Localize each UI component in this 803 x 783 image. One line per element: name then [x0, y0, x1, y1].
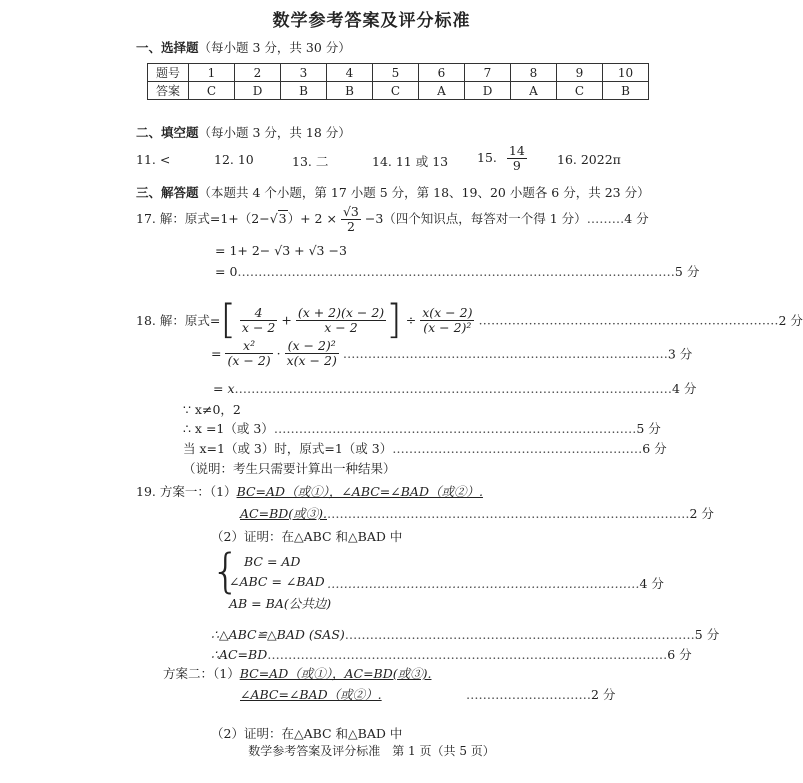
q18-line-2 — [211, 339, 692, 368]
q19-text: ∠ABC = ∠BAD — [229, 574, 325, 589]
table-cell: 10 — [603, 64, 649, 82]
q18-line-1 — [136, 297, 803, 343]
sqrt-radicand: 3 — [278, 211, 287, 226]
q19-underlined: BC=AD（或①），AC=BD(或③). — [239, 666, 432, 681]
q19-conclusion-1 — [211, 625, 719, 643]
fraction-denominator: x(x − 2) — [286, 353, 337, 368]
leader-dots: …………………………………………………………………………………………… — [237, 264, 675, 279]
q18-line-3 — [213, 379, 696, 397]
operator: · — [276, 346, 281, 361]
fraction-denominator: 2 — [346, 219, 355, 234]
score-label: 4 分 — [639, 576, 664, 591]
operator: + — [281, 312, 292, 328]
q19-line-3: （2）证明：在△ABC 和△BAD 中 — [211, 529, 403, 544]
table-row-answers — [148, 82, 649, 100]
fill-answer-11: 11. < — [136, 152, 171, 167]
section-2-heading — [136, 123, 351, 141]
leader-dots: ……………………………………………………………… — [478, 312, 779, 328]
fill-answer-15 — [477, 144, 527, 173]
page-title: 数学参考答案及评分标准 — [272, 11, 471, 31]
section-3-label: 三、解答题 — [136, 185, 199, 200]
q19-text: 19. 方案一：（1） — [136, 484, 237, 499]
q18-text: ∴ x =1（或 3） — [183, 421, 274, 436]
q19-underlined: BC=AD（或①），∠ABC=∠BAD（或②）. — [236, 484, 483, 499]
q19-line-1 — [136, 482, 483, 500]
q18-text: = x — [213, 381, 235, 396]
section-3-note: （本题共 4 个小题，第 17 小题 5 分，第 18、19、20 小题各 6 分，共 23 分） — [198, 185, 650, 200]
table-head-number: 题号 — [148, 64, 189, 82]
left-brace-icon: { — [211, 544, 241, 598]
score-label: 2 分 — [778, 313, 803, 328]
q19-underlined: AC=BD(或③). — [240, 506, 327, 521]
leader-dots: ……… — [586, 211, 625, 226]
right-bracket-icon: ] — [386, 297, 402, 343]
q17-text: −3（四个知识点，每答对一个得 1 分） — [364, 211, 587, 226]
fraction-numerator: x(x − 2) — [422, 304, 473, 320]
fraction-denominator: x − 2 — [241, 319, 276, 335]
table-cell: 9 — [557, 64, 603, 82]
q19-system-score-line — [327, 574, 664, 592]
table-head-answer: 答案 — [148, 82, 189, 100]
score-label: 4 分 — [624, 211, 649, 226]
q19-underlined: ∠ABC=∠BAD（或②）. — [240, 687, 382, 702]
q19-text: ∴△ABC≌△BAD (SAS) — [211, 627, 345, 642]
table-cell: C — [557, 82, 603, 100]
table-cell: C — [373, 82, 419, 100]
leader-dots: …………………………………………………… — [392, 441, 643, 456]
q18-line-5 — [183, 419, 661, 437]
table-cell: A — [511, 82, 557, 100]
q17-text: ）+ 2 × — [287, 211, 337, 226]
fraction-denominator: (x − 2) — [227, 353, 271, 368]
q19-plan2-line-2 — [240, 685, 382, 703]
q18-line-4: ∵ x≠0，2 — [183, 402, 241, 417]
q18-line-6 — [183, 439, 667, 457]
fraction-numerator: √3 — [342, 204, 359, 219]
answer-table — [147, 63, 649, 100]
table-cell: 1 — [189, 64, 235, 82]
section-1-label: 一、选择题 — [136, 40, 199, 55]
q17-text: = 0 — [215, 264, 238, 279]
table-cell: B — [281, 82, 327, 100]
score-label: 4 分 — [672, 381, 697, 396]
table-cell: 6 — [419, 64, 465, 82]
fraction-denominator: (x − 2)² — [423, 319, 472, 335]
table-cell: C — [189, 82, 235, 100]
fraction-numerator: (x + 2)(x − 2) — [297, 304, 385, 320]
q18-fraction-2 — [296, 306, 386, 335]
score-label: 5 分 — [694, 627, 720, 642]
table-cell: 4 — [327, 64, 373, 82]
leader-dots: …………………………………………………………………………………………… — [234, 381, 672, 396]
fraction-numerator: x² — [225, 339, 272, 354]
table-cell: D — [235, 82, 281, 100]
table-cell: 8 — [511, 64, 557, 82]
section-1-note: （每小题 3 分，共 30 分） — [198, 40, 351, 55]
q19-text: ∴AC=BD — [211, 647, 268, 662]
q17-fraction — [341, 205, 361, 234]
score-label: 6 分 — [667, 647, 692, 662]
section-1-heading — [136, 38, 351, 56]
leader-dots: …………………………………………………………………… — [342, 346, 668, 361]
q17-line-3 — [215, 262, 699, 280]
left-bracket-icon: [ — [220, 297, 236, 343]
leader-dots: …………………………………………………………………………… — [273, 421, 637, 436]
score-label: 2 分 — [591, 687, 616, 702]
table-cell: 2 — [235, 64, 281, 82]
score-label: 6 分 — [642, 441, 667, 456]
page-footer: 数学参考答案及评分标准 第 1 页（共 5 页） — [248, 744, 495, 758]
fill-answer-13: 13. 二 — [292, 154, 329, 169]
table-cell: B — [327, 82, 373, 100]
q19-system-3: AB = BA(公共边) — [229, 596, 332, 611]
q19-system-2 — [229, 574, 664, 591]
table-cell: 7 — [465, 64, 511, 82]
table-cell: 3 — [281, 64, 327, 82]
q18-fraction-1 — [240, 306, 277, 335]
table-cell: 5 — [373, 64, 419, 82]
leader-dots: …………………………………………………………………………………… — [267, 647, 668, 662]
score-label: 5 分 — [636, 421, 661, 436]
table-cell: A — [419, 82, 465, 100]
q18-fraction-4 — [225, 339, 272, 368]
section-3-heading — [136, 183, 650, 201]
fill-answer-16: 16. 2022π — [557, 152, 621, 167]
fill-15-fraction — [507, 144, 527, 173]
section-2-note: （每小题 3 分，共 18 分） — [198, 125, 351, 140]
fill-15-number: 15. — [477, 150, 497, 165]
operator: = — [211, 346, 222, 361]
section-2-label: 二、填空题 — [136, 125, 199, 140]
fill-answer-14: 14. 11 或 13 — [372, 154, 449, 169]
q17-line-2: = 1+ 2− √3 + √3 −3 — [215, 243, 347, 258]
q19-plan2-line-3: （2）证明：在△ABC 和△BAD 中 — [211, 726, 403, 741]
q18-fraction-5 — [285, 339, 339, 368]
q19-conclusion-2 — [211, 645, 692, 663]
q19-system-1: BC = AD — [244, 554, 301, 569]
leader-dots: …………………………………………………………………………… — [327, 506, 690, 521]
fraction-numerator: (x − 2)² — [285, 339, 339, 354]
q17-text: 17. 解：原式=1+（2− — [136, 211, 270, 226]
q18-line-7: （说明：考生只需要计算出一种结果） — [183, 461, 396, 476]
q19-plan2-line-1 — [163, 664, 431, 682]
operator: ÷ — [405, 312, 417, 328]
q19-plan2-score-line — [466, 685, 615, 703]
table-cell: B — [603, 82, 649, 100]
fill-answer-12: 12. 10 — [214, 152, 254, 167]
table-cell: D — [465, 82, 511, 100]
leader-dots: ………………………………………………………………… — [327, 576, 640, 591]
q19-line-2 — [240, 504, 714, 522]
q19-text: 方案二：（1） — [163, 666, 240, 681]
leader-dots: ………………………… — [466, 687, 591, 702]
score-label: 2 分 — [689, 506, 714, 521]
q18-text: 当 x=1（或 3）时，原式=1（或 3） — [183, 441, 393, 456]
fraction-denominator: x − 2 — [324, 319, 358, 335]
score-label: 5 分 — [674, 264, 700, 279]
q18-text: 18. 解：原式= — [136, 313, 221, 328]
q17-line-1 — [136, 205, 649, 234]
table-row-numbers — [148, 64, 649, 82]
q18-fraction-3 — [420, 306, 474, 335]
sqrt-sign: √ — [269, 211, 278, 226]
score-label: 3 分 — [667, 346, 693, 362]
fraction-denominator: 9 — [512, 158, 521, 173]
fraction-numerator: 4 — [240, 306, 277, 321]
fraction-numerator: 14 — [508, 143, 525, 158]
leader-dots: ………………………………………………………………………… — [344, 627, 695, 642]
